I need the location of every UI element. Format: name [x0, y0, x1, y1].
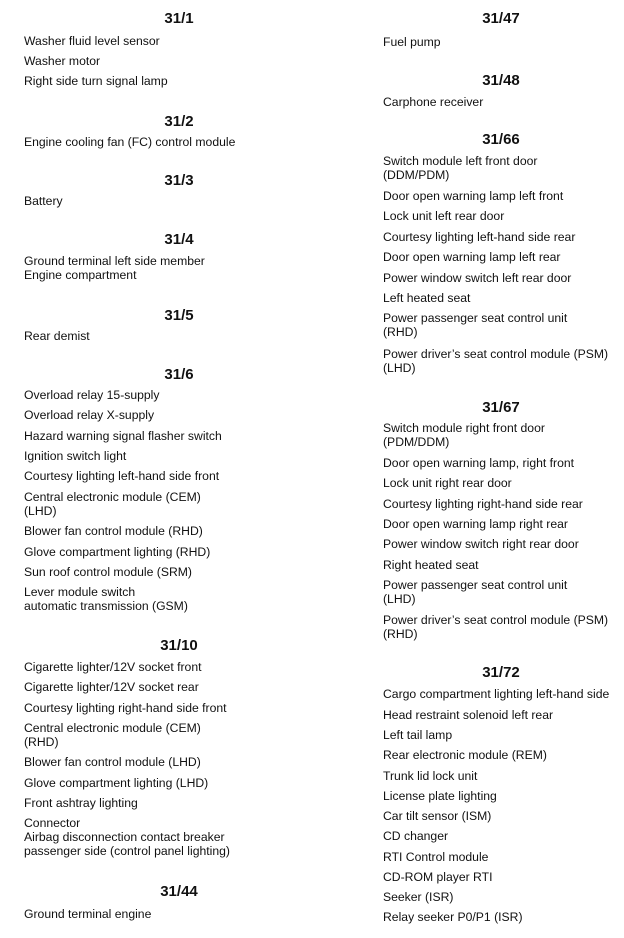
component-line: Blower fan control module (RHD) — [24, 524, 203, 538]
component-line: Sun roof control module (SRM) — [24, 565, 192, 579]
component-item-31-1-3 — [24, 74, 168, 88]
component-item-31-67-6 — [383, 537, 579, 551]
component-item-31-10-1 — [24, 660, 202, 674]
component-item-31-6-6 — [24, 490, 201, 518]
component-item-31-72-3 — [383, 728, 452, 742]
component-item-31-72-6 — [383, 789, 497, 803]
component-item-31-66-5 — [383, 250, 561, 264]
component-item-31-66-4 — [383, 230, 575, 244]
component-item-31-72-12 — [383, 910, 523, 924]
section-heading-31-4: 31/4 — [164, 231, 194, 248]
component-line: automatic transmission (GSM) — [24, 599, 188, 613]
component-item-31-72-8 — [383, 829, 448, 843]
component-line: License plate lighting — [383, 789, 497, 803]
component-item-31-72-4 — [383, 748, 547, 762]
component-line: Lever module switch — [24, 585, 136, 599]
component-item-31-72-7 — [383, 809, 491, 823]
component-item-31-10-2 — [24, 680, 199, 694]
component-line: Lock unit right rear door — [383, 476, 512, 490]
component-item-31-66-1 — [383, 154, 537, 182]
component-item-31-4-1 — [24, 254, 205, 282]
component-item-31-67-1 — [383, 421, 545, 449]
component-line: Door open warning lamp right rear — [383, 517, 568, 531]
component-item-31-67-5 — [383, 517, 568, 531]
component-item-31-1-2 — [24, 54, 100, 68]
component-item-31-66-3 — [383, 209, 504, 223]
component-line: Fuel pump — [383, 35, 441, 49]
component-line: Carphone receiver — [383, 95, 484, 109]
component-line: Power driver’s seat control module (PSM) — [383, 613, 609, 627]
component-item-31-67-9 — [383, 613, 608, 641]
component-line: Power passenger seat control unit — [383, 578, 568, 592]
component-item-31-66-2 — [383, 189, 563, 203]
component-item-31-10-8 — [24, 816, 230, 858]
component-item-31-1-1 — [24, 34, 160, 48]
component-line: Overload relay X-supply — [24, 408, 155, 422]
component-item-31-72-9 — [383, 850, 488, 864]
component-item-31-47-1 — [383, 35, 441, 49]
component-line: (DDM/PDM) — [383, 168, 450, 182]
component-item-31-2-1 — [24, 135, 235, 149]
component-line: Car tilt sensor (ISM) — [383, 809, 492, 823]
component-line: Rear demist — [24, 329, 90, 343]
section-heading-31-44: 31/44 — [160, 883, 198, 900]
component-item-31-72-5 — [383, 769, 477, 783]
component-line: Power window switch left rear door — [383, 271, 572, 285]
component-line: Connector — [24, 816, 81, 830]
component-item-31-6-1 — [24, 388, 160, 402]
component-line: CD changer — [383, 829, 449, 843]
component-item-31-6-3 — [24, 429, 222, 443]
component-item-31-6-8 — [24, 545, 210, 559]
section-heading-31-47: 31/47 — [482, 10, 520, 27]
component-line: Ground terminal left side member — [24, 254, 205, 268]
component-item-31-6-5 — [24, 469, 219, 483]
section-heading-31-72: 31/72 — [482, 664, 520, 681]
component-line: Glove compartment lighting (LHD) — [24, 776, 209, 790]
component-line: Airbag disconnection contact breaker — [24, 830, 225, 844]
component-line: CD-ROM player RTI — [383, 870, 493, 884]
component-line: Seeker (ISR) — [383, 890, 454, 904]
component-item-31-72-1 — [383, 687, 609, 701]
component-item-31-6-10 — [24, 585, 188, 613]
component-item-31-72-2 — [383, 708, 553, 722]
section-heading-31-5: 31/5 — [164, 307, 194, 324]
component-line: RTI Control module — [383, 850, 489, 864]
component-line: passenger side (control panel lighting) — [24, 844, 230, 858]
component-item-31-66-9 — [383, 347, 608, 375]
component-item-31-10-5 — [24, 755, 201, 769]
component-line: Engine cooling fan (FC) control module — [24, 135, 236, 149]
component-item-31-44-1 — [24, 907, 151, 921]
section-heading-31-48: 31/48 — [482, 72, 520, 89]
component-line: (PDM/DDM) — [383, 435, 450, 449]
component-item-31-48-1 — [383, 95, 483, 109]
component-line: Power passenger seat control unit — [383, 311, 568, 325]
component-line: Power driver’s seat control module (PSM) — [383, 347, 609, 361]
section-heading-31-3: 31/3 — [164, 172, 194, 189]
section-heading-31-67: 31/67 — [482, 399, 520, 416]
component-line: Ignition switch light — [24, 449, 127, 463]
component-item-31-6-2 — [24, 408, 154, 422]
component-item-31-72-10 — [383, 870, 492, 884]
component-line: Left tail lamp — [383, 728, 453, 742]
component-line: (LHD) — [24, 504, 57, 518]
component-line: Washer motor — [24, 54, 101, 68]
component-line: Switch module right front door — [383, 421, 545, 435]
component-line: Ground terminal engine — [24, 907, 152, 921]
component-line: Relay seeker P0/P1 (ISR) — [383, 910, 523, 924]
component-line: Lock unit left rear door — [383, 209, 505, 223]
component-line: Door open warning lamp left rear — [383, 250, 561, 264]
component-item-31-66-8 — [383, 311, 567, 339]
component-line: Hazard warning signal flasher switch — [24, 429, 222, 443]
component-line: Overload relay 15-supply — [24, 388, 160, 402]
component-item-31-10-3 — [24, 701, 227, 715]
component-item-31-6-4 — [24, 449, 126, 463]
component-item-31-72-11 — [383, 890, 453, 904]
component-line: Head restraint solenoid left rear — [383, 708, 554, 722]
section-heading-31-1: 31/1 — [164, 10, 194, 27]
component-item-31-67-2 — [383, 456, 574, 470]
component-line: Glove compartment lighting (RHD) — [24, 545, 211, 559]
component-line: Courtesy lighting right-hand side front — [24, 701, 227, 715]
component-line: Courtesy lighting right-hand side rear — [383, 497, 583, 511]
component-item-31-67-4 — [383, 497, 583, 511]
component-item-31-66-7 — [383, 291, 470, 305]
component-line: Front ashtray lighting — [24, 796, 138, 810]
component-item-31-67-3 — [383, 476, 512, 490]
section-heading-31-66: 31/66 — [482, 131, 520, 148]
component-line: Cigarette lighter/12V socket front — [24, 660, 202, 674]
component-line: Blower fan control module (LHD) — [24, 755, 201, 769]
component-item-31-6-7 — [24, 524, 203, 538]
component-line: Right side turn signal lamp — [24, 74, 168, 88]
component-line: Door open warning lamp, right front — [383, 456, 575, 470]
component-item-31-66-6 — [383, 271, 571, 285]
component-line: Washer fluid level sensor — [24, 34, 160, 48]
component-line: Battery — [24, 194, 63, 208]
component-item-31-67-8 — [383, 578, 567, 606]
component-item-31-10-4 — [24, 721, 201, 749]
component-line: Engine compartment — [24, 268, 137, 282]
component-line: Cigarette lighter/12V socket rear — [24, 680, 199, 694]
component-line: (RHD) — [24, 735, 59, 749]
section-heading-31-2: 31/2 — [164, 113, 194, 130]
component-line: (LHD) — [383, 361, 416, 375]
section-heading-31-10: 31/10 — [160, 637, 198, 654]
component-line: (RHD) — [383, 325, 418, 339]
component-line: Central electronic module (CEM) — [24, 721, 201, 735]
component-line: (RHD) — [383, 627, 418, 641]
component-item-31-67-7 — [383, 558, 479, 572]
component-item-31-3-1 — [24, 194, 63, 208]
component-line: Trunk lid lock unit — [383, 769, 478, 783]
component-line: Right heated seat — [383, 558, 479, 572]
component-item-31-10-7 — [24, 796, 138, 810]
component-line: Power window switch right rear door — [383, 537, 579, 551]
component-item-31-6-9 — [24, 565, 192, 579]
component-line: Courtesy lighting left-hand side front — [24, 469, 220, 483]
component-line: Door open warning lamp left front — [383, 189, 564, 203]
component-line: Cargo compartment lighting left-hand side — [383, 687, 610, 701]
component-item-31-10-6 — [24, 776, 208, 790]
component-line: (LHD) — [383, 592, 416, 606]
component-line: Switch module left front door — [383, 154, 538, 168]
section-heading-31-6: 31/6 — [164, 366, 194, 383]
component-line: Rear electronic module (REM) — [383, 748, 547, 762]
component-item-31-5-1 — [24, 329, 90, 343]
component-line: Courtesy lighting left-hand side rear — [383, 230, 576, 244]
component-line: Central electronic module (CEM) — [24, 490, 201, 504]
component-line: Left heated seat — [383, 291, 471, 305]
